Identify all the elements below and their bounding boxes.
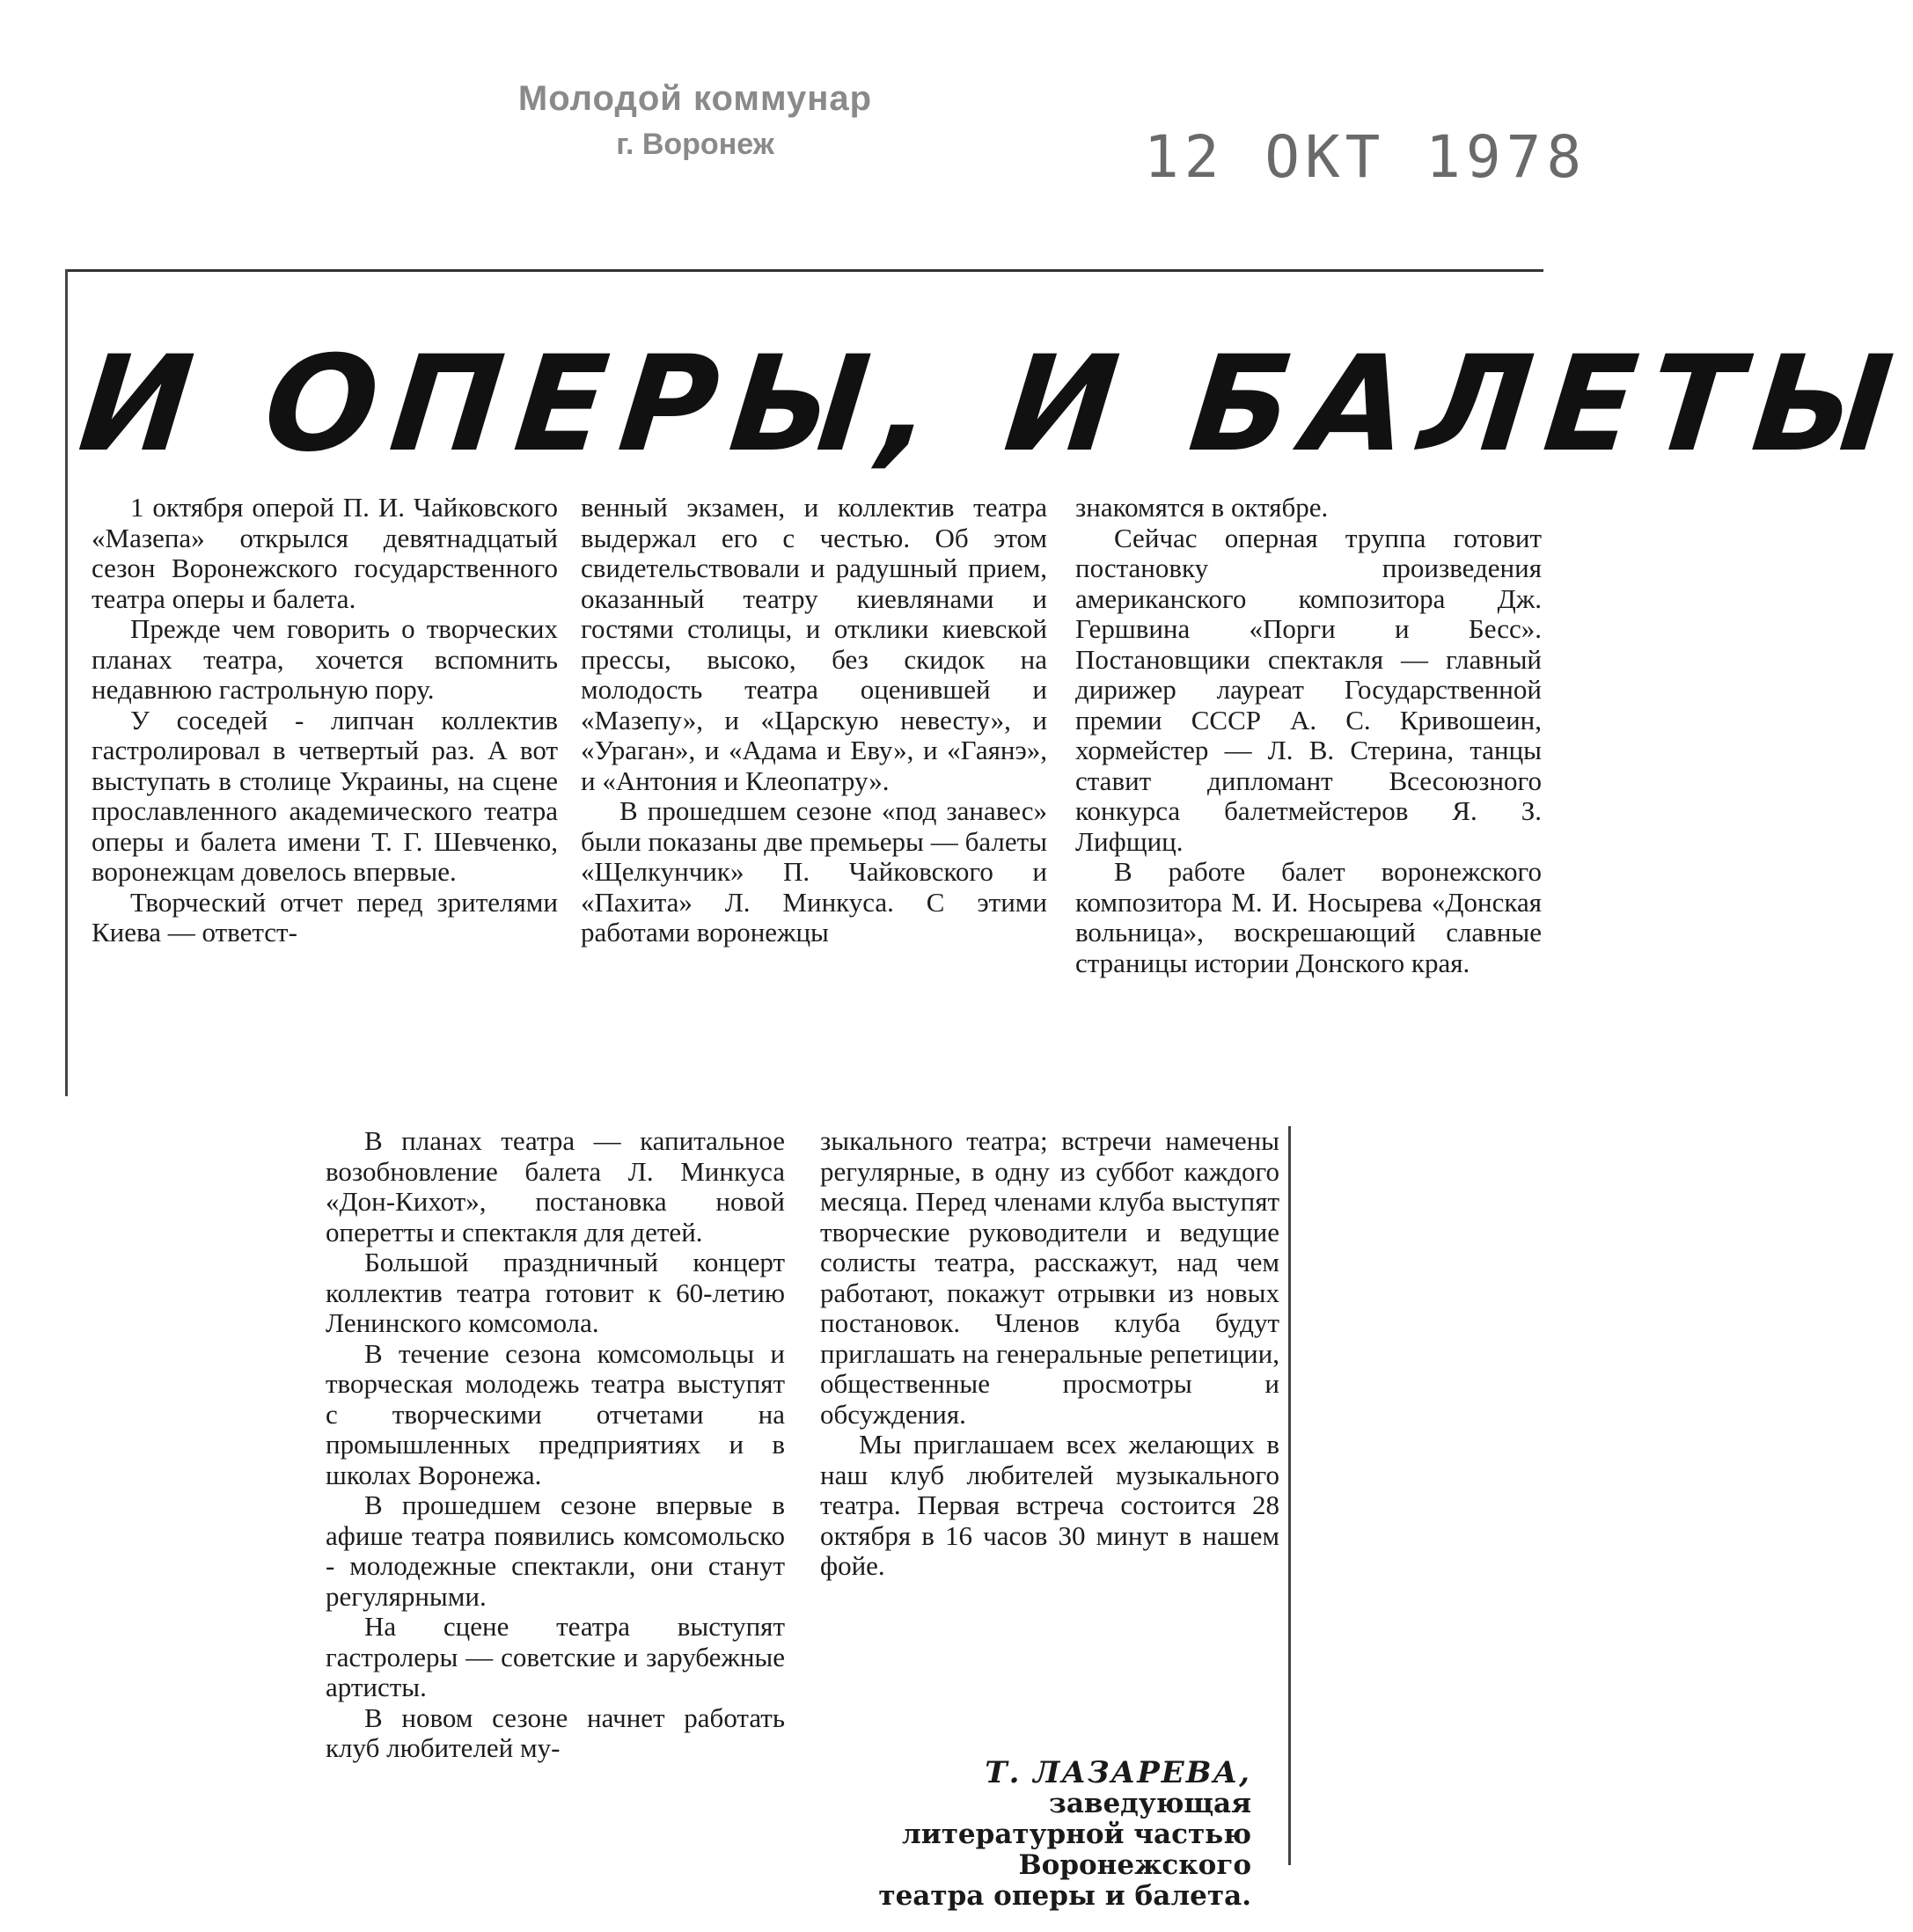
article-column-1 <box>92 493 558 948</box>
paragraph: В течение сезона комсомольцы и творческая молодежь театра выступят с творческими отчетами на промышленных предприятиях и в школах Воронежа. <box>326 1337 785 1490</box>
paragraph: знакомятся в октябре. <box>1075 492 1329 523</box>
newspaper-name: Молодой коммунар <box>517 79 873 118</box>
date-stamp: 12 ОКТ 1978 <box>1144 123 1587 191</box>
paragraph: В работе балет воронежского композитора М. И. Носырева «Донская вольница», воскрешающий славные страницы истории Донского края. <box>1075 856 1542 978</box>
paragraph: Мы приглашаем всех желающих в наш клуб любителей музыкального театра. Первая встреча состоится 28 октября в 16 часов 30 минут в нашем фойе. <box>820 1429 1279 1581</box>
newspaper-stamp <box>475 79 915 162</box>
paragraph: Прежде чем говорить о творческих планах театра, хочется вспомнить недавнюю гастрольную пору. <box>92 613 558 705</box>
paragraph: Сейчас оперная труппа готовит постановку произведения американского композитора Дж. Гершвина «Порги и Бесс». Постановщики спектакля — главный дирижер лауреат Государственной премии СССР А. С. Кривошеин, хормейстер — Л. В. Стерина, танцы ставит дипломант Всесоюзного конкурса балетмейстеров Я. З. Лифщиц. <box>1075 522 1542 857</box>
author-name: Т. ЛАЗАРЕВА, <box>985 1755 1251 1790</box>
author-role-line: Воронежского <box>1018 1849 1251 1881</box>
frame-rule-top <box>65 269 1543 272</box>
paragraph: Большой праздничный концерт коллектив театра готовит к 60-летию Ленинского комсомола. <box>326 1247 785 1338</box>
paragraph: В прошедшем сезоне «под занавес» были показаны две премьеры — балеты «Щелкунчик» П. Чайковского и «Пахита» Л. Минкуса. С этими работами воронежцы <box>581 795 1047 948</box>
newspaper-city: г. Воронеж <box>616 128 774 161</box>
author-signature <box>820 1755 1251 1912</box>
article-column-2 <box>581 493 1047 948</box>
paragraph: 1 октября оперой П. И. Чайковского «Мазепа» открылся девятнадцатый сезон Воронежского государственного театра оперы и балета. <box>92 492 558 614</box>
article-column-3 <box>1075 493 1542 978</box>
frame-rule-left <box>65 269 68 1096</box>
article-headline: И ОПЕРЫ, И БАЛЕТЫ <box>72 328 1913 481</box>
paragraph: На сцене театра выступят гастролеры — советские и зарубежные артисты. <box>326 1611 785 1702</box>
paragraph: У соседей - липчан коллектив гастролировал в четвертый раз. А вот выступать в столице Украины, на сцене прославленного академического театра оперы и балета имени Т. Г. Шевченко, воронежцам довелось впервые. <box>92 704 558 887</box>
paragraph: венный экзамен, и коллектив театра выдержал его с честью. Об этом свидетельствовали и радушный прием, оказанный театру киевлянами и гостями столицы, и отклики киевской прессы, высоко, без скидок на молодость театра оценившей и «Мазепу», и «Царскую невесту», и «Ураган», и «Адама и Еву», и «Гаянэ», и «Антония и Клеопатру». <box>581 492 1047 796</box>
author-role-line: театра оперы и балета. <box>878 1880 1251 1912</box>
column-divider <box>1288 1126 1291 1865</box>
article-column-4 <box>326 1126 785 1764</box>
paragraph: В прошедшем сезоне впервые в афише театра появились комсомольско - молодежные спектакли, они станут регулярными. <box>326 1489 785 1612</box>
article-column-5 <box>820 1126 1279 1582</box>
paragraph: В новом сезоне начнет работать клуб любителей му- <box>326 1701 785 1763</box>
author-role-line: литературной частью <box>901 1819 1251 1850</box>
paragraph: зыкального театра; встречи намечены регулярные, в одну из суббот каждого месяца. Перед членами клуба выступят творческие руководители и ведущие солисты театра, расскажут, над чем работают, покажут отрывки из новых постановок. Членов клуба будут приглашать на генеральные репетиции, общественные просмотры и обсуждения. <box>820 1125 1279 1430</box>
paragraph: В планах театра — капитальное возобновление балета Л. Минкуса «Дон-Кихот», постановка новой оперетты и спектакля для детей. <box>326 1125 785 1248</box>
author-role-line: заведующая <box>1049 1788 1251 1819</box>
paragraph: Творческий отчет перед зрителями Киева — ответст- <box>92 886 558 948</box>
